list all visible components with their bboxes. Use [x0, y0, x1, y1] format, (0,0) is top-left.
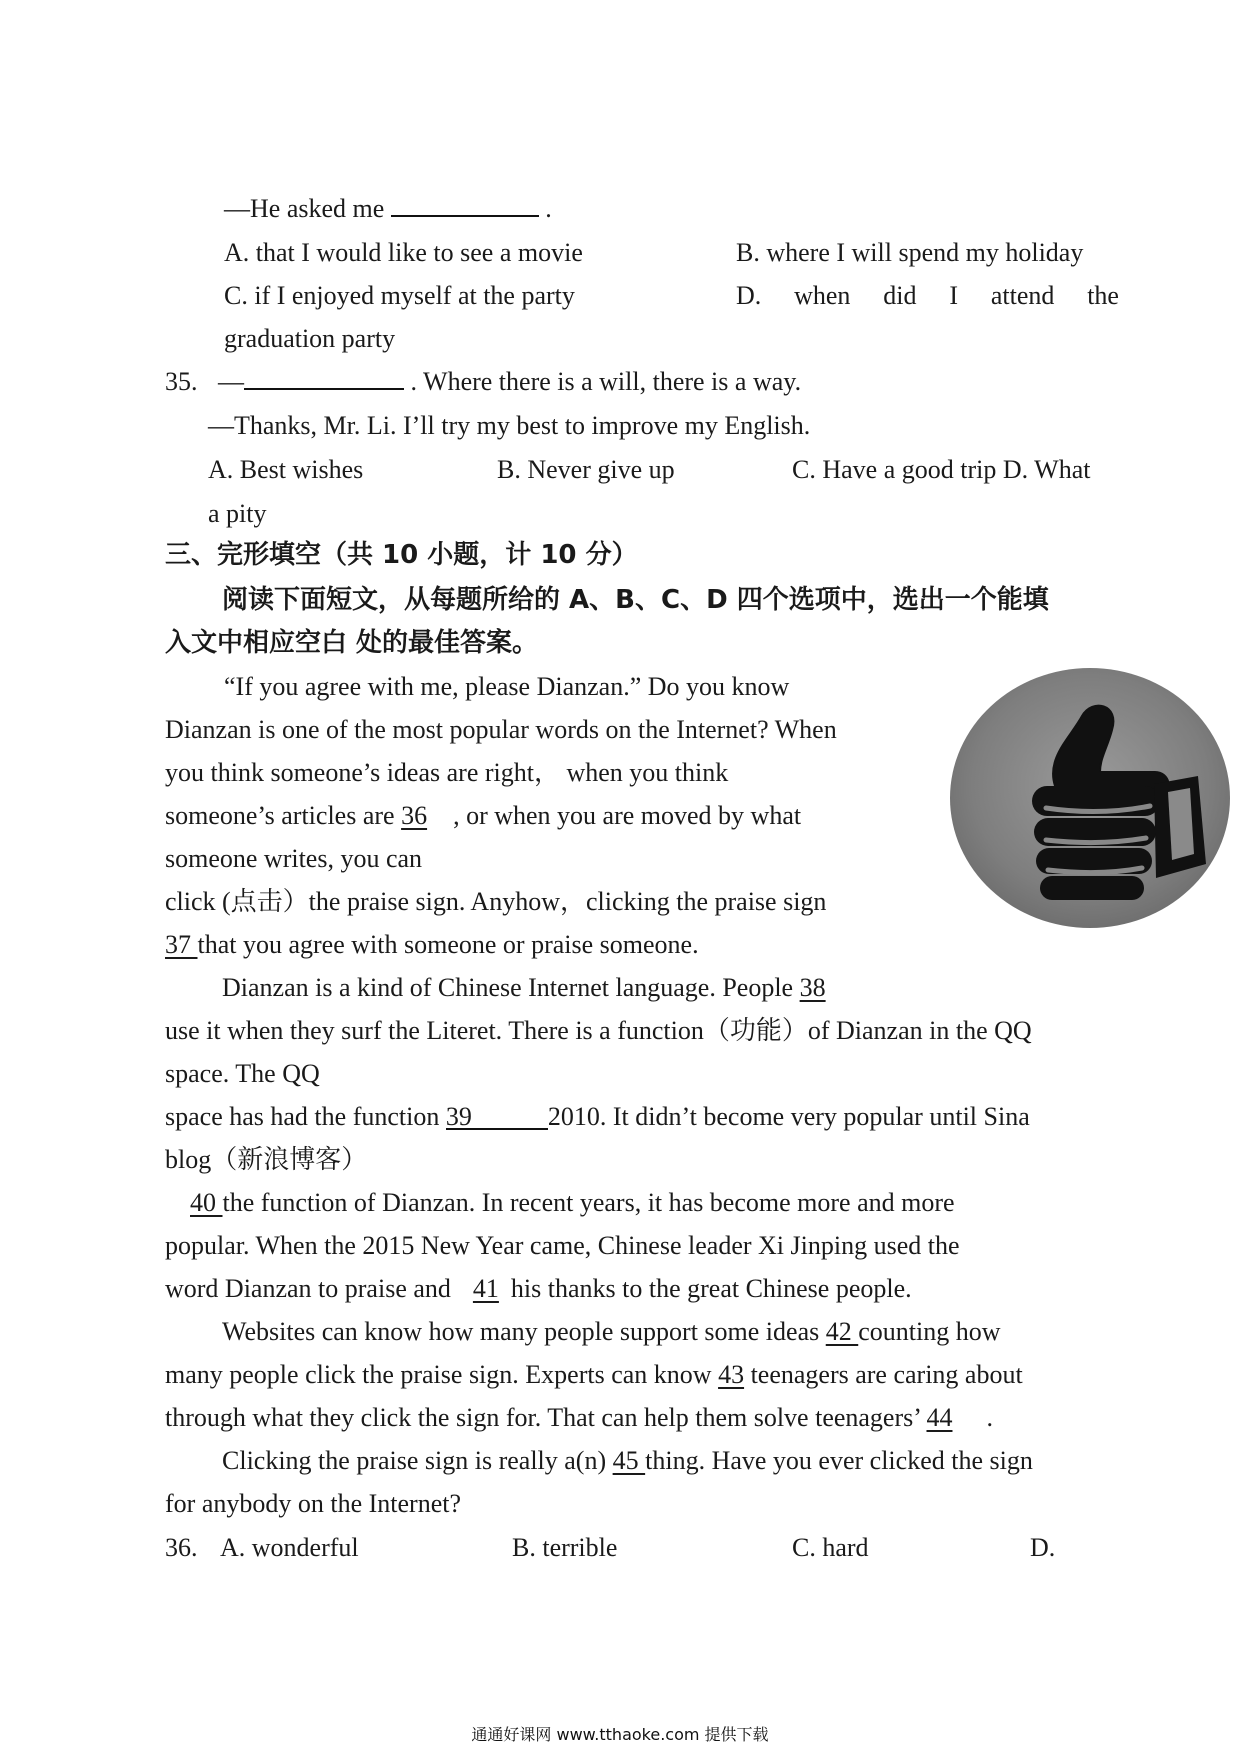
blank-44: 44 — [926, 1403, 953, 1432]
blank-43: 43 — [718, 1360, 745, 1389]
q36-option-a: A. wonderful — [220, 1533, 359, 1562]
q35-option-c-d: C. Have a good trip D. What — [792, 455, 1091, 484]
passage-line: you think someone’s ideas are right， when you think — [165, 758, 729, 787]
q35-stem: 35. — . Where there is a will, there is a way. — [165, 367, 802, 396]
blank-45: 45 — [612, 1446, 646, 1475]
q34-option-d: D. when did I attend the — [736, 281, 1119, 310]
q34-option-c: C. if I enjoyed myself at the party — [224, 281, 575, 310]
passage-line: use it when they surf the Literet. There is a function（功能）of Dianzan in the QQ — [165, 1016, 1032, 1045]
q34-option-b: B. where I will spend my holiday — [736, 238, 1084, 267]
blank-40: 40 — [190, 1188, 223, 1217]
q36-option-d: D. — [1030, 1533, 1056, 1562]
answer-blank — [391, 193, 539, 217]
passage-line: for anybody on the Internet? — [165, 1489, 462, 1518]
q36-option-c: C. hard — [792, 1533, 869, 1562]
q35-option-d-continued: a pity — [208, 499, 267, 528]
passage-line: space. The QQ — [165, 1059, 320, 1088]
blank-36: 36 — [401, 801, 428, 830]
q35-option-a: A. Best wishes — [208, 455, 364, 484]
passage-line: someone writes, you can — [165, 844, 423, 873]
passage-line: click (点击）the praise sign. Anyhow，clicking the praise sign — [165, 887, 827, 916]
passage-line: popular. When the 2015 New Year came, Chinese leader Xi Jinping used the — [165, 1231, 960, 1260]
passage-line: 37 that you agree with someone or praise someone. — [165, 930, 699, 959]
thumbs-up-icon — [950, 668, 1240, 936]
passage-line: through what they click the sign for. That can help them solve teenagers’ 44 . — [165, 1403, 993, 1432]
q36-number: 36. — [165, 1533, 198, 1562]
blank-42: 42 — [825, 1317, 859, 1346]
q34-option-d-continued: graduation party — [224, 324, 396, 353]
passage-line: Websites can know how many people support some ideas 42 counting how — [222, 1317, 1001, 1346]
section-title: 三、完形填空（共 10 小题，计 10 分） — [165, 540, 638, 570]
q34-option-a: A. that I would like to see a movie — [224, 238, 583, 267]
footer-source: 通通好课网 www.tthaoke.com 提供下载 — [471, 1725, 769, 1744]
passage-line: Dianzan is a kind of Chinese Internet language. People 38 — [222, 973, 826, 1002]
passage-line: many people click the praise sign. Experts can know 43 teenagers are caring about — [165, 1360, 1023, 1389]
q36-option-b: B. terrible — [512, 1533, 618, 1562]
passage-line: Clicking the praise sign is really a(n) 45 thing. Have you ever clicked the sign — [222, 1446, 1033, 1475]
blank-38: 38 — [799, 973, 826, 1002]
section-instructions-line1: 阅读下面短文，从每题所给的 A、B、C、D 四个选项中，选出一个能填 — [222, 585, 1049, 615]
passage-line: Dianzan is one of the most popular words on the Internet? When — [165, 715, 837, 744]
passage-line: space has had the function 39 2010. It didn’t become very popular until Sina — [165, 1102, 1030, 1131]
passage-line: blog（新浪博客） — [165, 1145, 368, 1174]
blank-41: 41 — [472, 1274, 499, 1303]
blank-37: 37 — [165, 930, 198, 959]
passage-line: 40 the function of Dianzan. In recent years, it has become more and more — [190, 1188, 955, 1217]
passage-line: word Dianzan to praise and 41 his thanks to the great Chinese people. — [165, 1274, 912, 1303]
q34-stem: —He asked me . — [224, 194, 552, 223]
passage-line: “If you agree with me, please Dianzan.” Do you know — [224, 672, 790, 701]
passage-line: someone’s articles are 36 , or when you are moved by what — [165, 801, 802, 830]
q35-reply: —Thanks, Mr. Li. I’ll try my best to improve my English. — [208, 411, 811, 440]
answer-blank — [244, 366, 404, 390]
q35-option-b: B. Never give up — [497, 455, 675, 484]
section-instructions-line2: 入文中相应空白 处的最佳答案。 — [165, 628, 539, 658]
blank-39: 39 — [446, 1100, 548, 1130]
